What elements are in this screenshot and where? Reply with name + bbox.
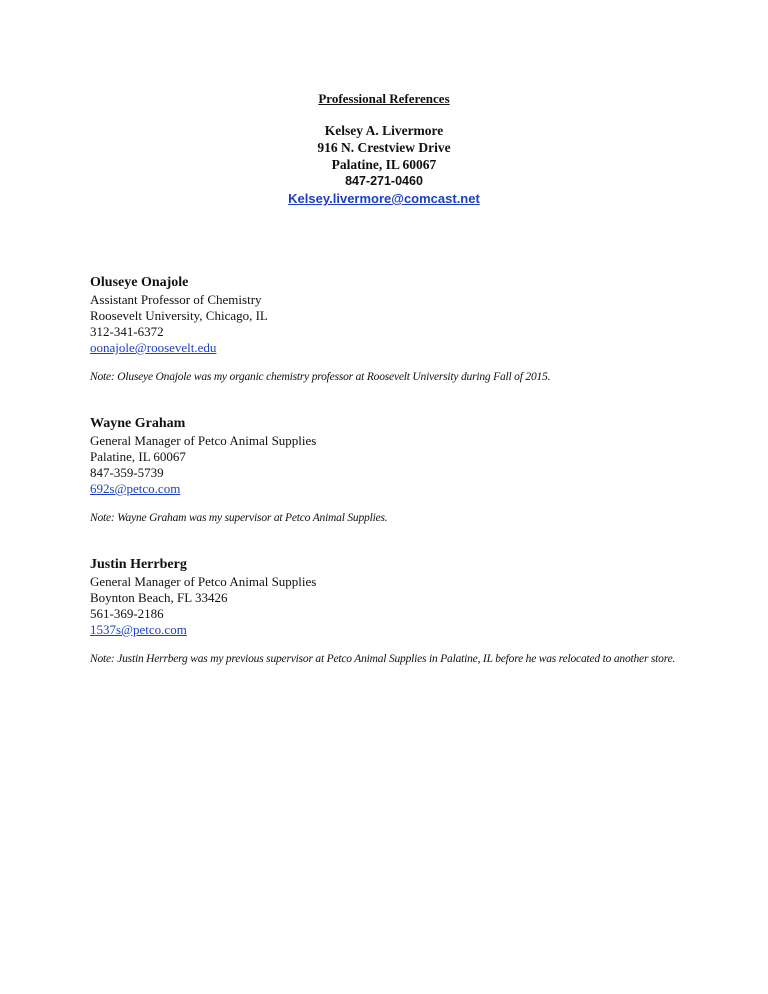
- reference-note: Note: Oluseye Onajole was my organic chemistry professor at Roosevelt University during Fall of 2015.: [90, 371, 551, 383]
- reference-title: Assistant Professor of Chemistry: [90, 292, 262, 307]
- header: [0, 90, 768, 207]
- reference-title: General Manager of Petco Animal Supplies: [90, 433, 317, 448]
- applicant-email-link[interactable]: Kelsey.livermore@comcast.net: [288, 191, 480, 206]
- reference-phone: 561-369-2186: [90, 606, 164, 621]
- applicant-street: 916 N. Crestview Drive: [317, 140, 451, 155]
- reference-location: Roosevelt University, Chicago, IL: [90, 308, 268, 323]
- reference-entry: [90, 415, 690, 526]
- applicant-phone: 847-271-0460: [345, 174, 423, 188]
- applicant-contact: [0, 122, 768, 207]
- page-title: Professional References: [318, 91, 450, 106]
- reference-title: General Manager of Petco Animal Supplies: [90, 574, 317, 589]
- reference-phone: 312-341-6372: [90, 324, 164, 339]
- applicant-city: Palatine, IL 60067: [331, 157, 437, 172]
- reference-email-link[interactable]: oonajole@roosevelt.edu: [90, 340, 217, 355]
- reference-entry: [90, 274, 690, 385]
- reference-email-link[interactable]: 1537s@petco.com: [90, 622, 187, 637]
- reference-phone: 847-359-5739: [90, 465, 164, 480]
- reference-location: Palatine, IL 60067: [90, 449, 186, 464]
- reference-name: Wayne Graham: [90, 416, 186, 431]
- reference-location: Boynton Beach, FL 33426: [90, 590, 228, 605]
- reference-note: Note: Justin Herrberg was my previous supervisor at Petco Animal Supplies in Palatine, IL before he was relocated to another store.: [90, 653, 676, 665]
- reference-note: Note: Wayne Graham was my supervisor at Petco Animal Supplies.: [90, 512, 388, 524]
- reference-email-link[interactable]: 692s@petco.com: [90, 481, 181, 496]
- reference-entry: [90, 556, 690, 667]
- reference-name: Oluseye Onajole: [90, 275, 189, 290]
- applicant-name: Kelsey A. Livermore: [324, 123, 444, 138]
- reference-name: Justin Herrberg: [90, 557, 187, 572]
